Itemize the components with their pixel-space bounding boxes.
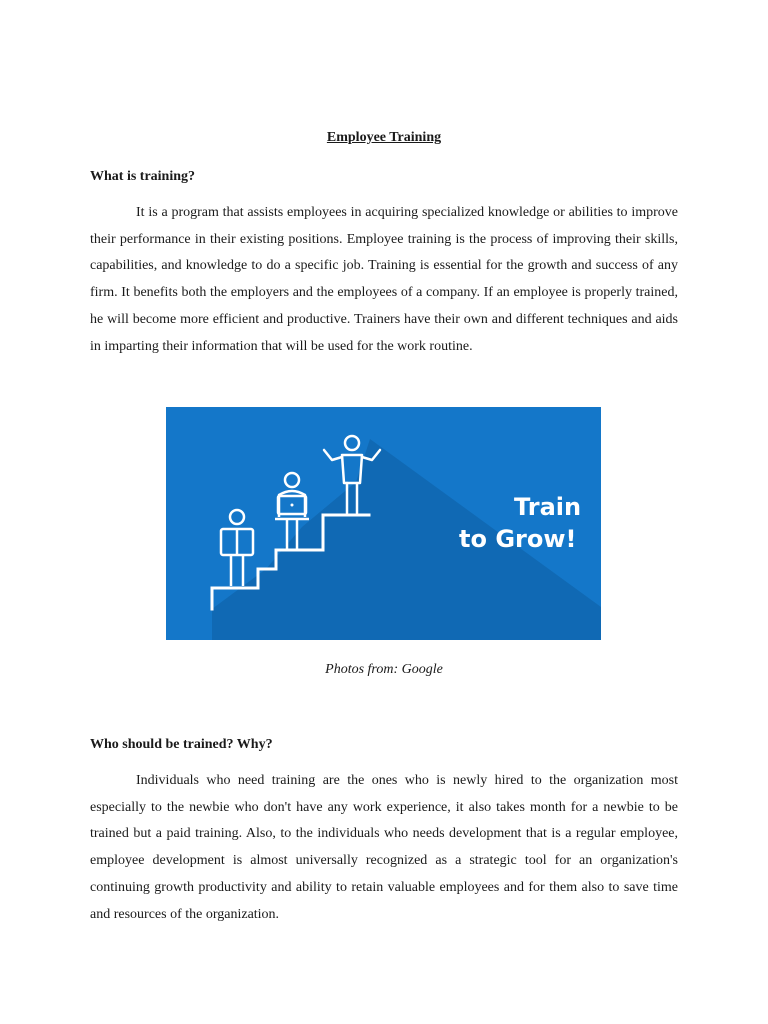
reading-person-icon (221, 510, 253, 586)
section-heading-what-is-training: What is training? (90, 169, 196, 184)
train-to-grow-image (166, 407, 601, 640)
paragraph-what-is-training: It is a program that assists employees in acquiring specialized knowledge or abilities to improve their performance in their existing positions. Employee training is the process of improving their skills, capabilities, and knowledge to do a specific job. Training is essential for the growth and success of any firm. It benefits both the employers and the employees of a company. If an employee is properly trained, he will become more efficient and productive. Trainers have their own and different techniques and aids in imparting their information that will be used for the work routine. (90, 205, 678, 354)
image-caption: Photos from: Google (325, 662, 443, 677)
section-heading-who-should-be-trained: Who should be trained? Why? (90, 737, 273, 752)
banner-line-2: to Grow! (459, 525, 577, 553)
page-title: Employee Training (326, 130, 442, 145)
banner-line-1: Train (514, 493, 582, 521)
paragraph-who-should-be-trained: Individuals who need training are the ones who is newly hired to the organization most especially to the newbie who don't have any work experience, it also takes month for a newbie to be trained but a paid training. Also, to the individuals who needs development that is a regular employee, employee development is almost universally recognized as a strategic tool for an organization's continuing growth productivity and ability to retain valuable employees and for them also to save time and resources of the organization. (90, 773, 678, 922)
